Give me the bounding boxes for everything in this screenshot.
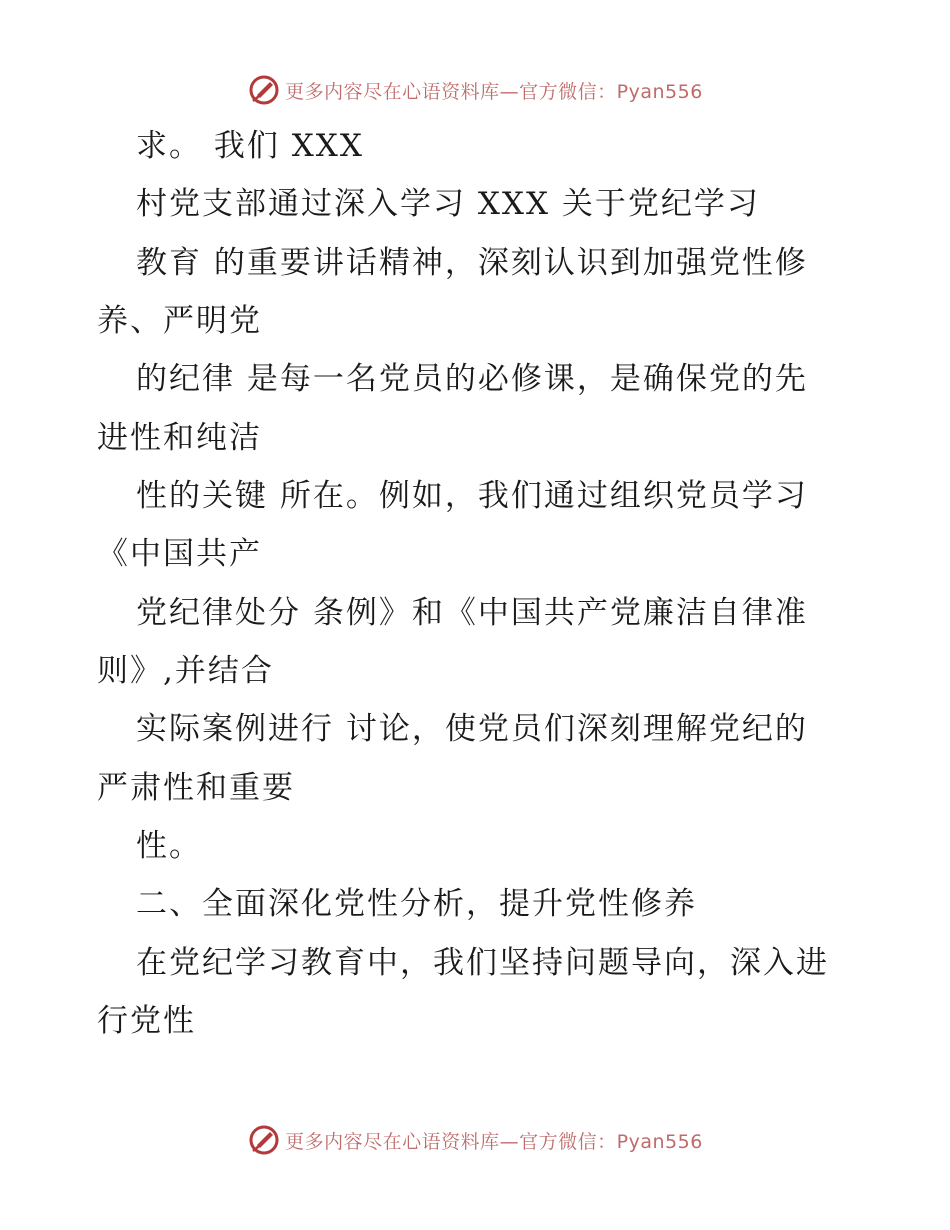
- text-line: 教育 的重要讲话精神，深刻认识到加强党性修: [136, 245, 808, 281]
- text-line: 行党性: [97, 1003, 196, 1039]
- text-line: 党纪律处分 条例》和《中国共产党廉洁自律准: [136, 595, 808, 631]
- text-line: 村党支部通过深入学习 XXX 关于党纪学习: [136, 186, 760, 222]
- logo-icon: [247, 1123, 281, 1157]
- text-line: 求。 我们 XXX: [136, 128, 364, 164]
- text-line: 性。: [136, 828, 202, 864]
- text-line: 养、严明党: [97, 303, 262, 339]
- section-heading: 二、全面深化党性分析，提升党性修养: [136, 886, 697, 922]
- text-line: 进性和纯洁: [97, 420, 262, 456]
- text-line: 严肃性和重要: [97, 770, 295, 806]
- text-line: 实际案例进行 讨论，使党员们深刻理解党纪的: [136, 711, 808, 747]
- text-line: 《中国共产: [97, 536, 262, 572]
- footer-banner: [0, 1120, 950, 1160]
- text-line: 性的关键 所在。例如，我们通过组织党员学习: [136, 478, 808, 514]
- header-banner-text: 更多内容尽在心语资料库—官方微信：Pyan556: [285, 80, 703, 103]
- text-line: 则》,并结合: [97, 653, 274, 689]
- text-line: 在党纪学习教育中，我们坚持问题导向，深入进: [136, 945, 829, 981]
- footer-banner-text: 更多内容尽在心语资料库—官方微信：Pyan556: [285, 1130, 703, 1153]
- text-line: 的纪律 是每一名党员的必修课，是确保党的先: [136, 361, 808, 397]
